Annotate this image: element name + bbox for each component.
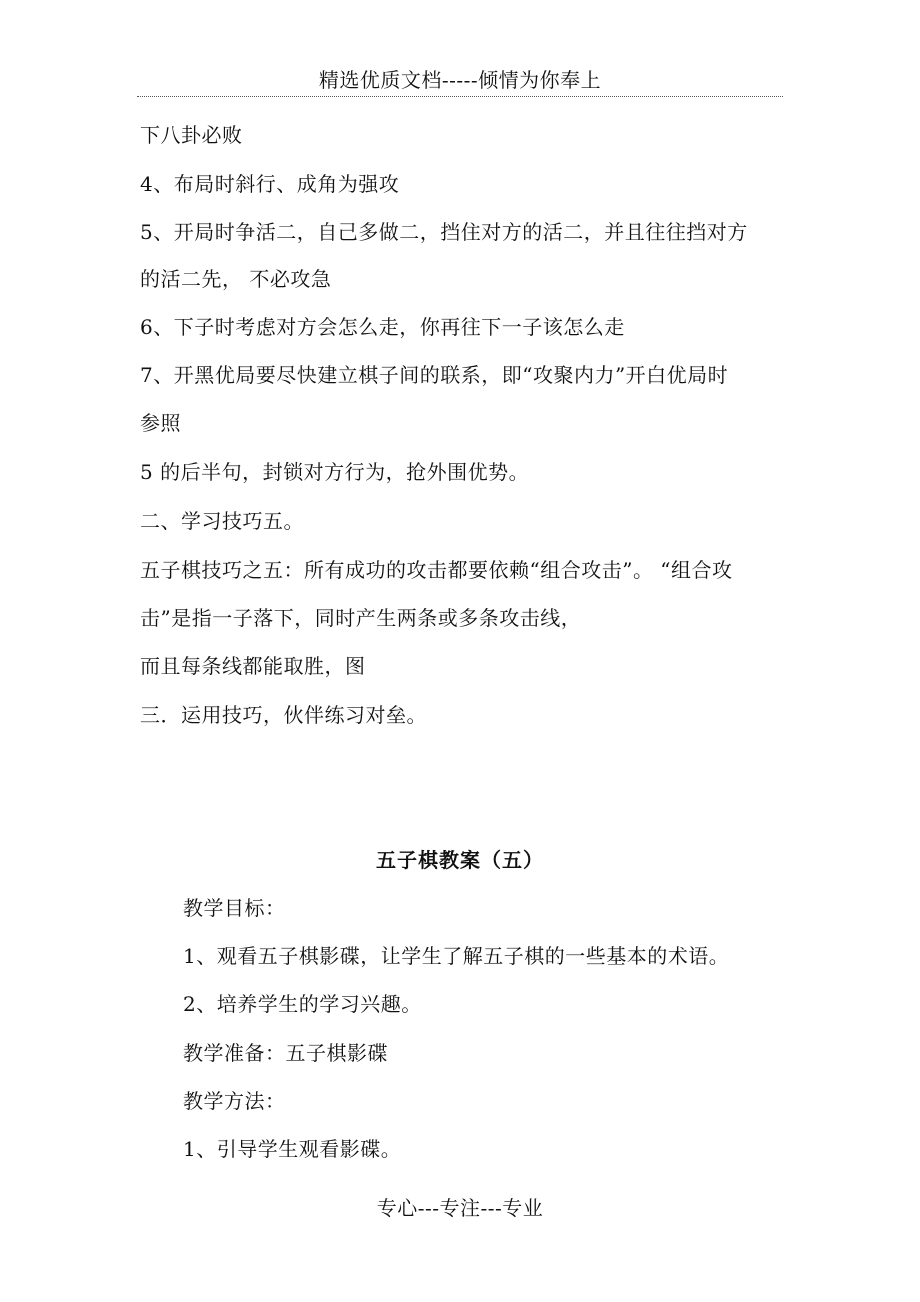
text-line: 而且每条线都能取胜，图 bbox=[140, 654, 366, 678]
lesson-line: 教学目标： bbox=[183, 896, 286, 920]
lesson-title: 五子棋教案（五） bbox=[376, 848, 544, 872]
text-line: 击”是指一子落下，同时产生两条或多条攻击线， bbox=[140, 606, 582, 630]
lesson-line: 教学准备：五子棋影碟 bbox=[183, 1041, 388, 1065]
text-line: 5 的后半句，封锁对方行为，抢外围优势。 bbox=[140, 460, 530, 484]
lesson-line: 1、观看五子棋影碟，让学生了解五子棋的一些基本的术语。 bbox=[183, 944, 730, 968]
lesson-line: 2、培养学生的学习兴趣。 bbox=[183, 992, 422, 1016]
text-line: 下八卦必败 bbox=[140, 123, 243, 147]
text-line: 的活二先， 不必攻急 bbox=[140, 267, 332, 291]
header-divider bbox=[137, 96, 783, 97]
text-line: 7、开黑优局要尽快建立棋子间的联系，即“攻聚内力”开白优局时 bbox=[140, 363, 729, 387]
lesson-line: 教学方法： bbox=[183, 1089, 286, 1113]
page-footer: 专心---专注---专业 bbox=[376, 1196, 544, 1220]
text-line: 三．运用技巧，伙伴练习对垒。 bbox=[140, 703, 427, 727]
text-line: 6、下子时考虑对方会怎么走，你再往下一子该怎么走 bbox=[140, 315, 625, 339]
text-line: 参照 bbox=[140, 411, 181, 435]
lesson-line: 1、引导学生观看影碟。 bbox=[183, 1137, 402, 1161]
text-line: 二、学习技巧五。 bbox=[140, 509, 304, 533]
text-line: 4、布局时斜行、成角为强攻 bbox=[140, 172, 400, 196]
text-line: 五子棋技巧之五：所有成功的攻击都要依赖“组合攻击”。 “组合攻 bbox=[140, 558, 733, 582]
text-line: 5、开局时争活二，自己多做二，挡住对方的活二，并且往往挡对方 bbox=[140, 220, 748, 244]
page-header: 精选优质文档-----倾情为你奉上 bbox=[318, 68, 602, 92]
